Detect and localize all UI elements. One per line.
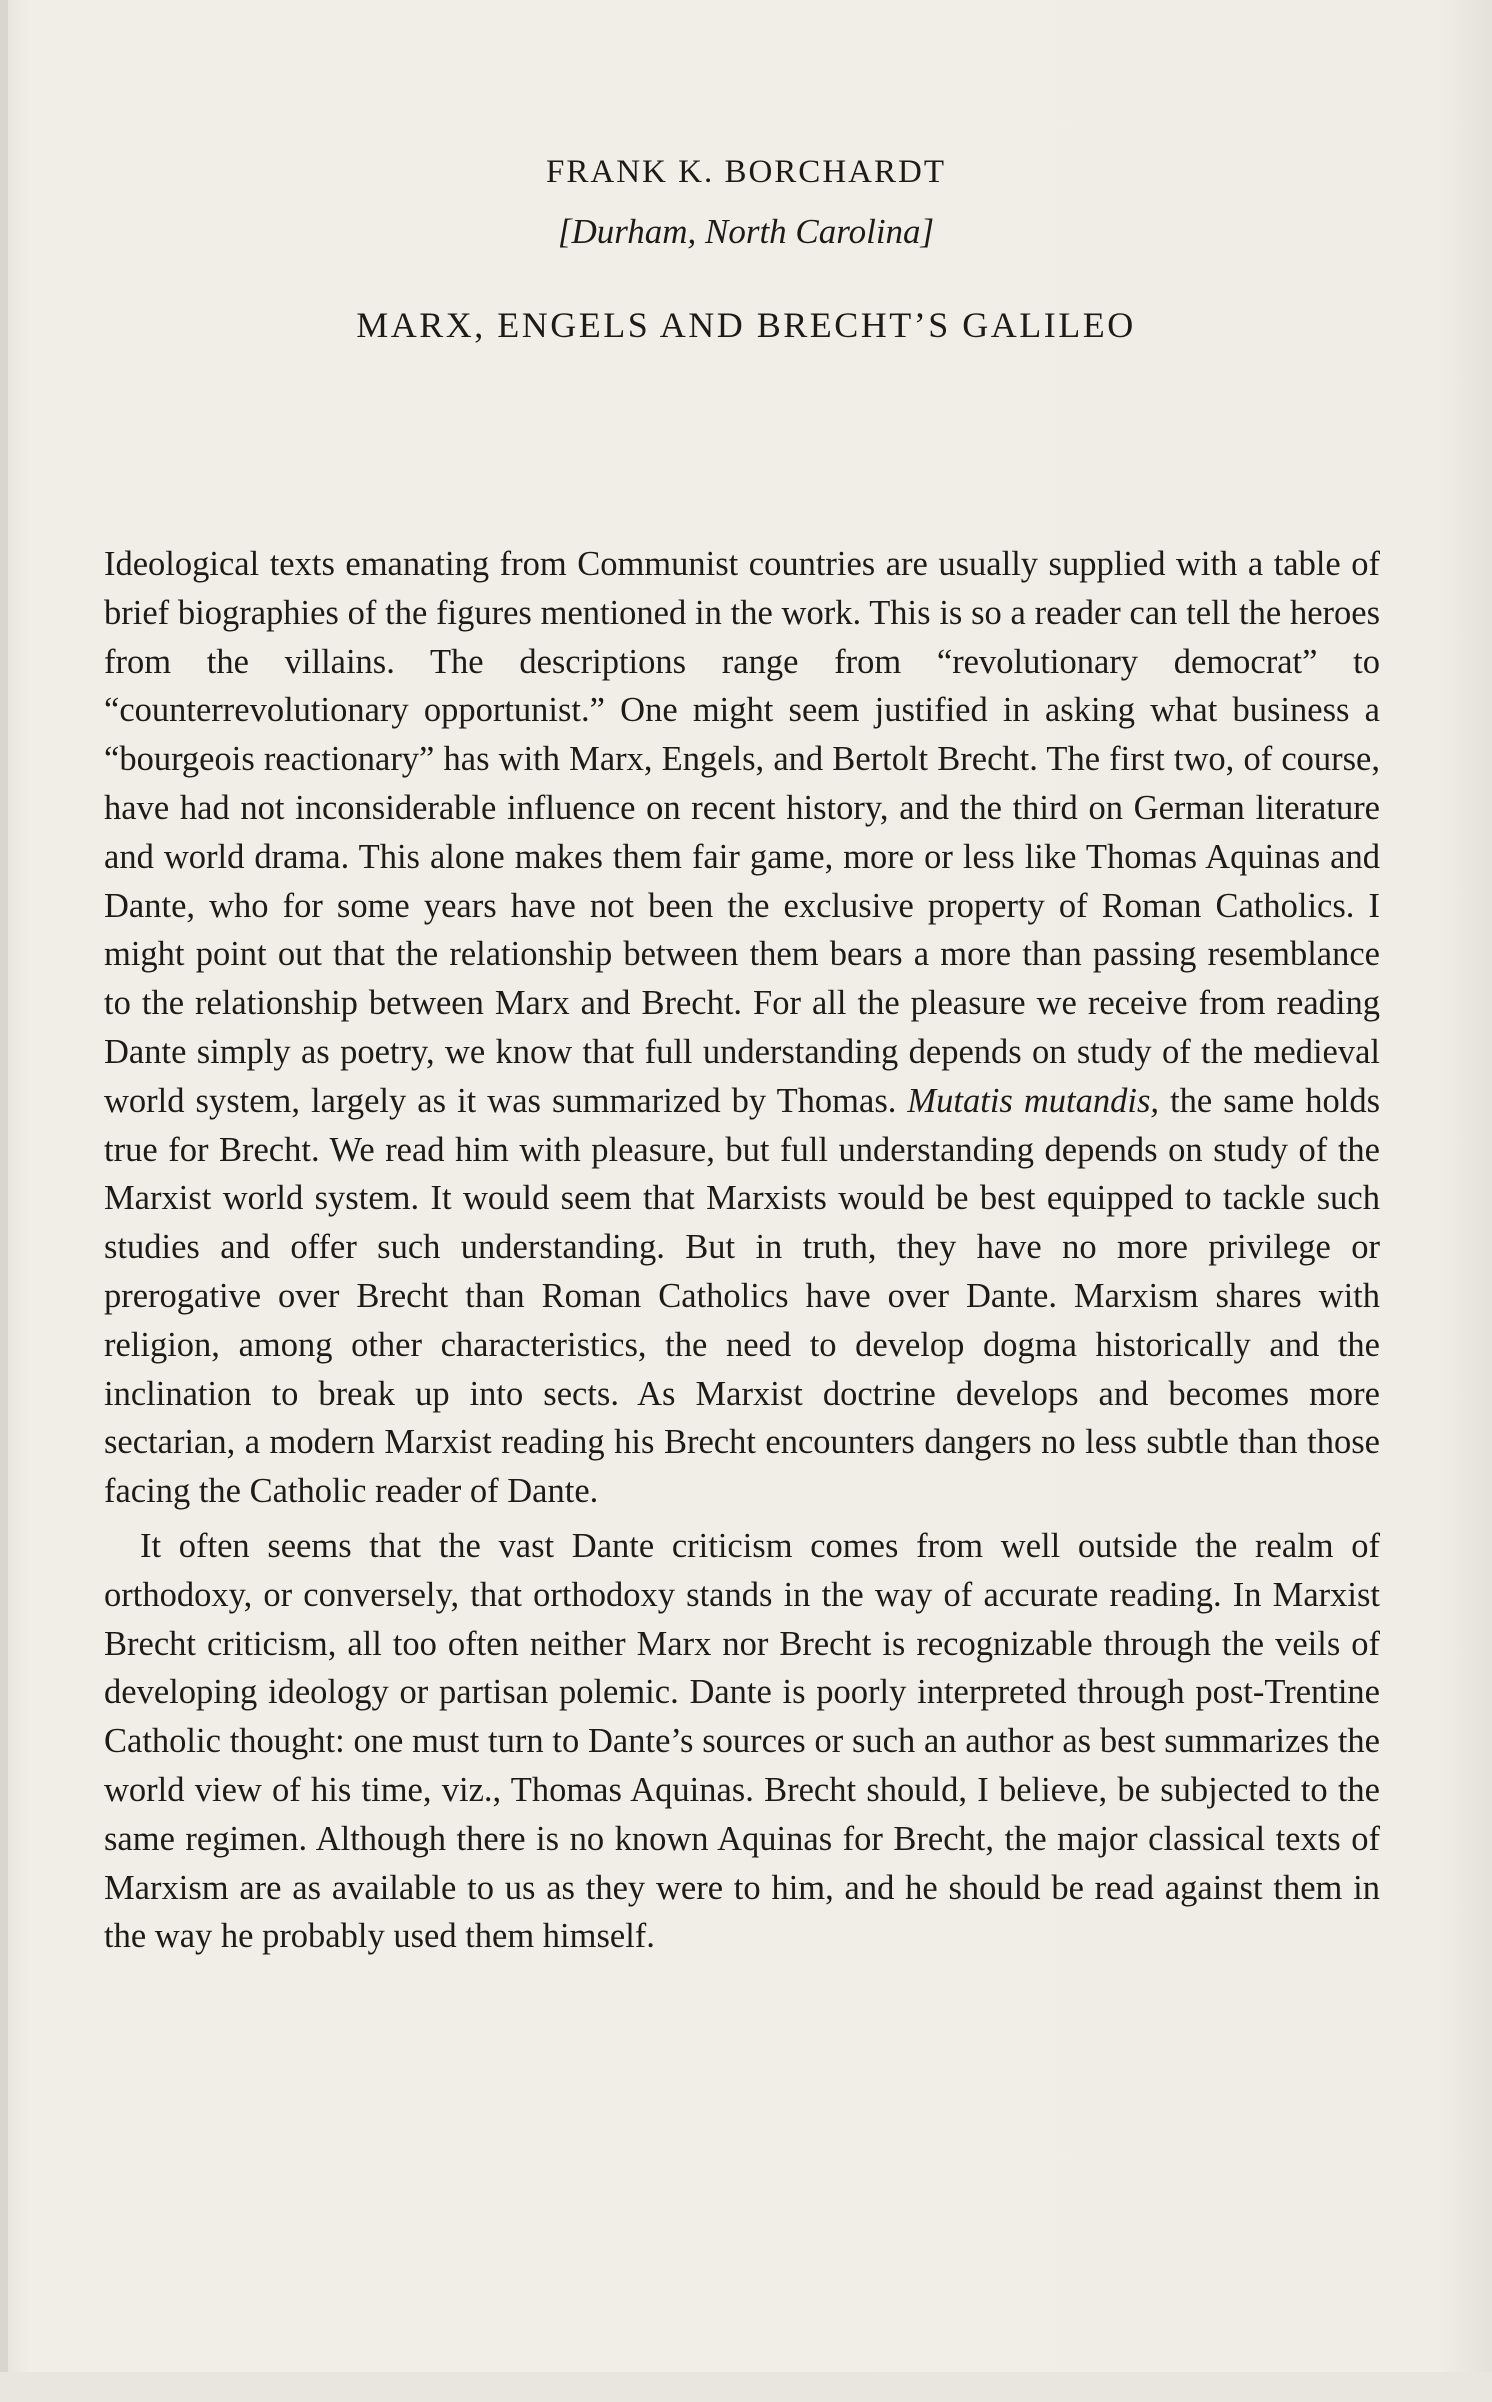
author-affiliation: [Durham, North Carolina] — [557, 212, 935, 251]
article-title: MARX, ENGELS AND BRECHT’S GALILEO — [356, 305, 1136, 345]
paragraph-1-text-a: Ideological texts emanating from Communist countries are usually supplied with a table of brief biographies of the figures mentioned in the work. This is so a reader can tell the heroes from the villains. The descriptions range from “revolutionary democrat” to “counterrevolutionary opportunist.” One might seem justified in asking what business a “bourgeois reactionary” has with Marx, Engels, and Bertolt Brecht. The first two, of course, have had not inconsiderable influence on recent history, and the third on German literature and world drama. This alone makes them fair game, more or less like Thomas Aquinas and Dante, who for some years have not been the exclusive property of Roman Catholics. I might point out that the relationship between them bears a more than passing resemblance to the relationship between Marx and Brecht. For all the pleasure we receive from reading Dante simply as poetry, we know that full understanding depends on study of the medieval world system, largely as it was summarized by Thomas. — [104, 545, 1380, 1120]
paragraph-2: It often seems that the vast Dante criticism comes from well outside the realm of orthodoxy, or conversely, that orthodoxy stands in the way of accurate reading. In Marxist Brecht criticism, all too often neither Marx nor Brecht is recognizable through the veils of developing ideology or partisan polemic. Dante is poorly interpreted through post-Trentine Catholic thought: one must turn to Dante’s sources or such an author as best summarizes the world view of his time, viz., Thomas Aquinas. Brecht should, I believe, be subjected to the same regimen. Although there is no known Aquinas for Brecht, the major classical texts of Marxism are as available to us as they were to him, and he should be read against them in the way he probably used them himself. — [104, 1526, 1380, 1956]
paragraph-1-italic-phrase: Mutatis mutandis, — [907, 1081, 1160, 1120]
paragraph-1-text-b: the same holds true for Brecht. We read him with pleasure, but full understanding depends on study of the Marxist world system. It would seem that Marxists would be best equipped to tackle such studies and offer such understanding. But in truth, they have no more privilege or prerogative over Brecht than Roman Catholics have over Dante. Marxism shares with religion, among other characteristics, the need to develop dogma historically and the inclination to break up into sects. As Marxist doctrine develops and becomes more sectarian, a modern Marxist reading his Brecht encounters dangers no less subtle than those facing the Catholic reader of Dante. — [104, 1081, 1381, 1511]
author-name: FRANK K. BORCHARDT — [546, 154, 946, 190]
page-bottom-edge — [0, 2372, 1492, 2402]
page-binding-edge — [0, 0, 8, 2402]
paragraph-1 — [104, 540, 1380, 1516]
article-body — [104, 540, 1380, 1961]
